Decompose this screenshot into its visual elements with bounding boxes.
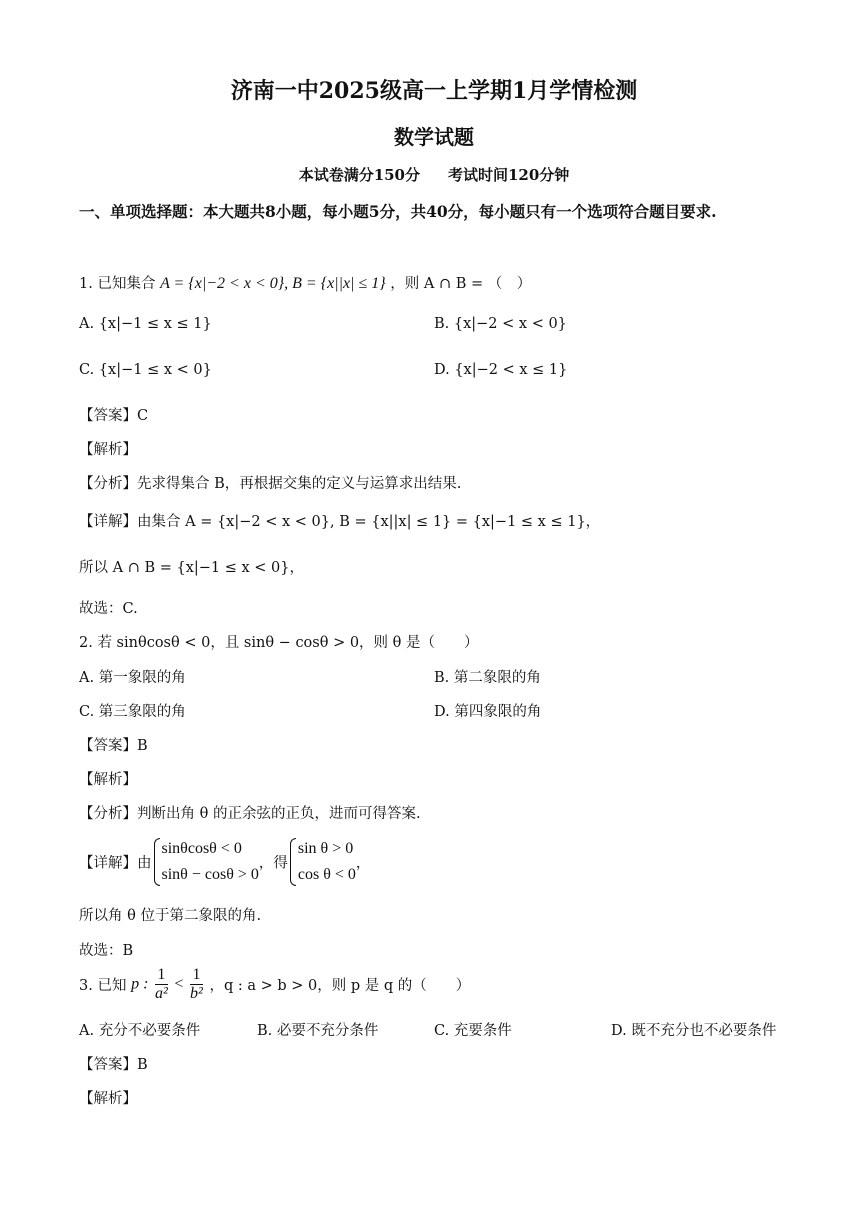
q2-system-2-line-1: sin θ > 0 <box>297 840 354 857</box>
q3-stem <box>79 966 470 1003</box>
q1-stem <box>79 272 531 293</box>
q1-fenxi: 【分析】先求得集合 B，再根据交集的定义与运算求出结果. <box>79 476 462 492</box>
q1-tail: ，则 A ∩ B = （ ） <box>390 276 532 292</box>
q3-option-c: C. 充要条件 <box>434 1023 512 1039</box>
q2-fenxi: 【分析】判断出角 θ 的正余弦的正负，进而可得答案. <box>79 806 421 822</box>
q3-analysis-label: 【解析】 <box>79 1091 137 1107</box>
q3-fraction-2 <box>190 966 203 1003</box>
q3-option-d: D. 既不充分也不必要条件 <box>611 1023 777 1039</box>
q2-option-d: D. 第四象限的角 <box>434 704 542 720</box>
q2-option-c: C. 第三象限的角 <box>79 704 186 720</box>
exam-score: 本试卷满分150分 <box>298 166 420 184</box>
q2-answer: 【答案】B <box>79 738 148 754</box>
q2-option-b: B. 第二象限的角 <box>434 670 541 686</box>
q1-choose: 故选：C. <box>79 601 138 617</box>
exam-meta <box>0 164 868 185</box>
q1-option-a: A. {x|−1 ≤ x ≤ 1} <box>79 316 212 332</box>
q2-system-1-line-2: sinθ − cosθ > 0 <box>161 866 259 883</box>
q2-xiangjie-prefix: 【详解】由 <box>79 855 152 872</box>
q1-option-d: D. {x|−2 < x ≤ 1} <box>434 362 568 378</box>
q3-fraction-1-numerator: 1 <box>155 966 168 985</box>
q3-fraction-2-numerator: 1 <box>190 966 203 985</box>
q1-sets: A = {x|−2 < x < 0}, B = {x||x| ≤ 1} <box>160 275 386 292</box>
q2-result: 所以角 θ 位于第二象限的角. <box>79 908 262 924</box>
q3-prefix: 3. 已知 <box>79 978 127 994</box>
q3-condition-q: ，q : a > b > 0，则 p 是 q 的（ ） <box>209 978 471 994</box>
q1-result: 所以 A ∩ B = {x|−1 ≤ x < 0}， <box>79 560 304 576</box>
q2-comma: ， <box>355 855 371 872</box>
q3-answer: 【答案】B <box>79 1057 148 1073</box>
q2-xiangjie <box>79 836 370 888</box>
q2-system-1-line-1: sinθcosθ < 0 <box>161 840 242 857</box>
section-heading: 一、单项选择题：本大题共8小题，每小题5分，共40分，每小题只有一个选项符合题目要求. <box>79 202 717 221</box>
q2-analysis-label: 【解析】 <box>79 772 137 788</box>
exam-subtitle: 数学试题 <box>394 125 474 149</box>
q1-answer: 【答案】C <box>79 408 149 424</box>
q2-option-a: A. 第一象限的角 <box>79 670 186 686</box>
q1-xiangjie: 【详解】由集合 A = {x|−2 < x < 0}, B = {x||x| ≤ 1} = {x|−1 ≤ x ≤ 1}， <box>79 514 601 530</box>
q3-fraction-1 <box>155 966 168 1003</box>
q3-less-than: < <box>174 975 184 993</box>
q2-choose: 故选：B <box>79 943 134 959</box>
q3-p: p : <box>131 975 149 993</box>
q1-option-b: B. {x|−2 < x < 0} <box>434 316 567 332</box>
q3-fraction-1-denominator: a² <box>155 985 168 1002</box>
exam-title: 济南一中2025级高一上学期1月学情检测 <box>230 78 638 104</box>
q3-option-a: A. 充分不必要条件 <box>79 1023 201 1039</box>
exam-time: 考试时间120分钟 <box>448 166 570 184</box>
q2-system-2 <box>288 836 356 888</box>
q3-option-b: B. 必要不充分条件 <box>257 1023 379 1039</box>
q2-system-2-line-2: cos θ < 0 <box>297 866 356 883</box>
q1-number: 1. 已知集合 <box>79 276 156 292</box>
q2-de: ，得 <box>258 855 288 872</box>
q1-option-c: C. {x|−1 ≤ x < 0} <box>79 362 212 378</box>
q2-system-1 <box>152 836 259 888</box>
q3-fraction-2-denominator: b² <box>190 985 203 1002</box>
q2-stem: 2. 若 sinθcosθ < 0，且 sinθ − cosθ > 0，则 θ 是（ ） <box>79 635 479 651</box>
q1-analysis-label: 【解析】 <box>79 442 137 458</box>
